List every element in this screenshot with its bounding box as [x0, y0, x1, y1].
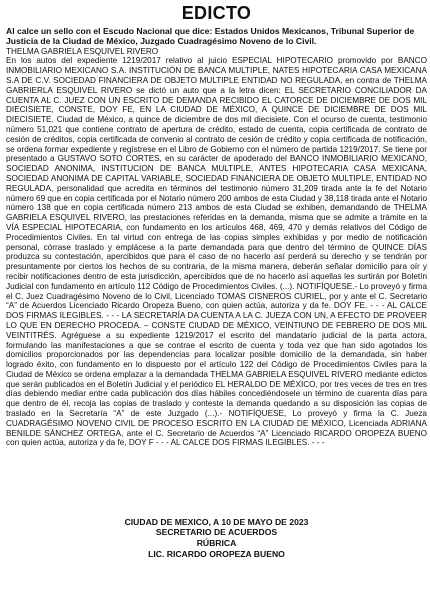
closing-rubrica: RÚBRICA [196, 538, 237, 549]
closing-role: SECRETARIO DE ACUERDOS [155, 527, 278, 538]
court-heading-line-1: Al calce un sello con el Escudo Nacional que dice: Estados Unidos Mexicanos, Tribunal Superior de [6, 26, 415, 36]
edict-body-text: En los autos del expediente 1219/2017 relativo al juicio ESPECIAL HIPOTECARIO promovido por BANCO INMOBILIARIO MEXICANO S.A. INSTITUCIÓN DE BANCA MULTIPLE, NATES HIPOTECARIA CASA MEXICANA S.A DE C.V. SOCIEDAD FINANCIERA DE OBJETO MULTIPLE ENTIDAD NO REGULADA, en contra de THELMA GABRIERLA ESQUIVEL RIVERO se dictó un auto que a la letra dicen: EL SECRETARIO CONCILIADOR DA CUENTA AL C. JUEZ CON UN ESCRITO DE DEMANDA RECIBIDO EL CATORCE DE DICIEMBRE DE DOS MIL DIECISIETE, CONSTE, DOY FE, EN LA CIUDAD DE MÉXICO, A QUINCE DE DICIEMBRE DE DOS MIL DIECISIETE. Ciudad de México, a quince de diciembre de dos mil diecisiete. Con el ocurso de cuenta, testimonio número 51,021 que contiene contrato de apertura de crédito, estado de cuenta, copia certificada de contrato de cesión de créditos, copia certificada de convenio al contrato de cesión de crédito y copia certificada de notificación, se ordena formar expediente y regístrese en el Libro de Gobierno con el número de partida 1219/2017. Se tiene por presentado a GUSTAVO SOTO CORTES, en su carácter de apoderado del BANCO INMOBILIARIO MEXICANO, SOCIEDAD ANONIMA, INSTITUCION DE BANCA MULTIPLE, ANTES HIPOTECARIA CASA MEXICANA, SOCIEDAD ANONIMA DE CAPITAL VARIABLE, SOCIEDAD FINANCIERA DE OBJETO MULTIPLE, ENTIDAD NO REGULADA, personalidad que acredita en términos del testimonio número 31,209 tirada ante la fe del Notario número 69 que en copia certificada por el Notario número 200 ambos de esta Ciudad y 38,118 tirada ante el Notario número 138 que en copia certificada número 213 ambos de esta Ciudad se exhiben, demandando de THELMA GABRIELA ESQUIVEL RIVERO, las prestaciones referidas en la demanda, misma que se admite a trámite en la VÍA ESPECIAL HIPOTECARIA, con fundamento en los artículos 468, 469, 470 y demás relativos del Código de Procedimientos Civiles. En tal virtud con entrega de las copias simples exhibidas y por medio de notificación personal, córrase traslado y emplácese a la parte demandada para que dentro del término de QUINCE DÍAS produzca su contestación, apercibidos que para el caso de no hacerlo así perderá su derecho y se tendrán por presuntamente por ciertos los hechos de su contraria, de la misma manera, deberán señalar domicilio para oír y recibir notificaciones dentro de esta jurisdicción, apercibidos que de no hacerlo así aquellas les surtirán por Boletín Judicial con fundamento en artículo 112 Código de Procedimientos Civiles. (...). NOTIFÍQUESE.- Lo proveyó y firma el C. Juez Cuadragésimo Noveno de lo Civil, Licenciado TOMAS CISNEROS CURIEL, por y ante el C. Secretario “A” de Acuerdos Licenciado Ricardo Oropeza Bueno, con quien actúa, autoriza y da fe. DOY FE. - - - AL CALCE DOS FIRMAS ILEGIBLES. - - - LA SECRETARÍA DA CUENTA A LA C. JUEZA CON UN, A EFECTO DE PROVEER LO QUE EN DERECHO PROCEDA. – CONSTE CIUDAD DE MÉXICO, VEINTIUNO DE FEBRERO DE DOS MIL VEINTITRÉS. Agréguese a su expediente 1219/2017 el escrito del mandatario judicial de la parta actora, formulando las manifestaciones a que se contrae el escrito de cuenta y toda vez que han sido agotados los domicilios proporcionados por las dependencias para localizar posible domicilio de la demandada, sin haber logrado éxito, con fundamento en lo dispuesto por el artículo 122 del Código de Procedimientos Civiles para la Ciudad de México se ordena emplazar a la demandada THELMA GABRIELA ESQUIVEL RIVERO mediante edictos que serán publicados en el Boletín Judicial y el periódico EL HERALDO DE MÉXICO, por tres veces de tres en tres días debiendo mediar entre cada publicación dos días hábiles concediéndosele un término de cuarenta días para que dentro de él, recoja las copias de traslado y conteste la demanda quedando a su disposición las copias de traslado en la Secretaría “A” de este Juzgado (...).- NOTIFÍQUESE, Lo proveyó y firma la C. Jueza CUADRAGÉSIMO NOVENO CIVIL DE PROCESO ESCRITO EN LA CIUDAD DE MÉXICO, Licenciada ADRIANA BENILDE SÁNCHEZ ORTEGA, ante el C. Secretario de Acuerdos “A” Licenciado RICARDO OROPEZA BUENO con quien actúa, autoriza y da fe, DOY F - - - AL CALCE DOS FIRMAS ILEGIBLES. - - - [6, 56, 427, 448]
edict-closing [6, 517, 427, 560]
edict-body [6, 47, 427, 515]
court-heading [6, 27, 427, 47]
closing-signer: LIC. RICARDO OROPEZA BUENO [148, 548, 285, 559]
defendant-name: THELMA GABRIELA ESQUIVEL RIVERO [6, 46, 159, 56]
court-heading-line-2: Justicia de la Ciudad de México, Juzgado Cuadragésimo Noveno de lo Civil. [6, 35, 317, 46]
edict-title: EDICTO [181, 3, 252, 23]
closing-place-date: CIUDAD DE MEXICO, A 10 DE MAYO DE 2023 [124, 516, 309, 527]
